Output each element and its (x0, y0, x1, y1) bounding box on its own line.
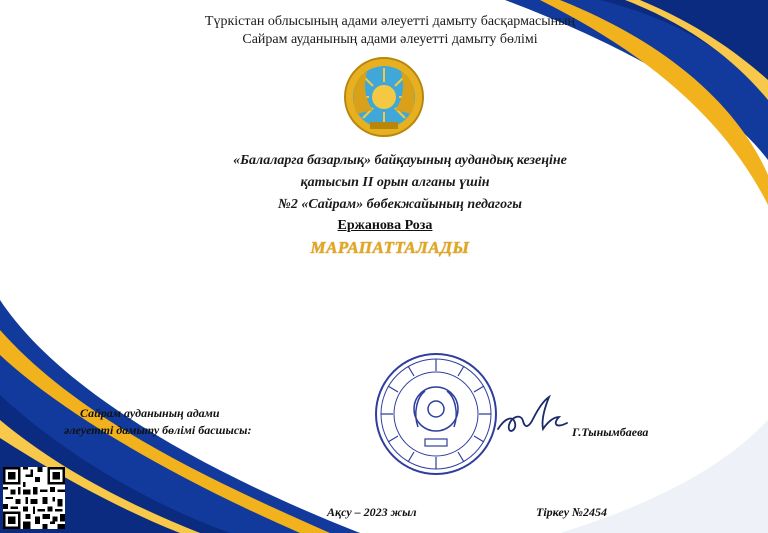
signature-icon (495, 393, 575, 443)
header-line-1: Түркістан облысының адами әлеуетті дамыту басқармасының (204, 14, 576, 29)
state-emblem-icon (343, 56, 425, 138)
header-line-2: Сайрам ауданының адами әлеуетті дамыту бөлімі (242, 32, 538, 47)
award-reason-line-2: қатысып II орын алганы үшін (300, 175, 490, 190)
qr-code-icon[interactable] (3, 467, 65, 529)
recipient-position: №2 «Сайрам» бөбекжайының педагогы (278, 197, 522, 212)
award-title: МАРАПАТТАЛАДЫ (310, 238, 470, 257)
signer-position-line-1: Сайрам ауданының адами (80, 406, 220, 420)
award-reason-line-1: «Балаларга базарлық» байқауының аудандық кезеңіне (233, 153, 567, 168)
place-and-year: Ақсу – 2023 жыл (327, 505, 417, 519)
signer-name: Г.Тынымбаева (572, 425, 649, 439)
registration-number: Тіркеу №2454 (536, 505, 608, 519)
recipient-name: Ержанова Роза (337, 218, 433, 233)
signer-position-line-2: әлеуетті дамыту бөлімі басшысы: (64, 423, 252, 437)
official-seal-icon (373, 351, 499, 477)
